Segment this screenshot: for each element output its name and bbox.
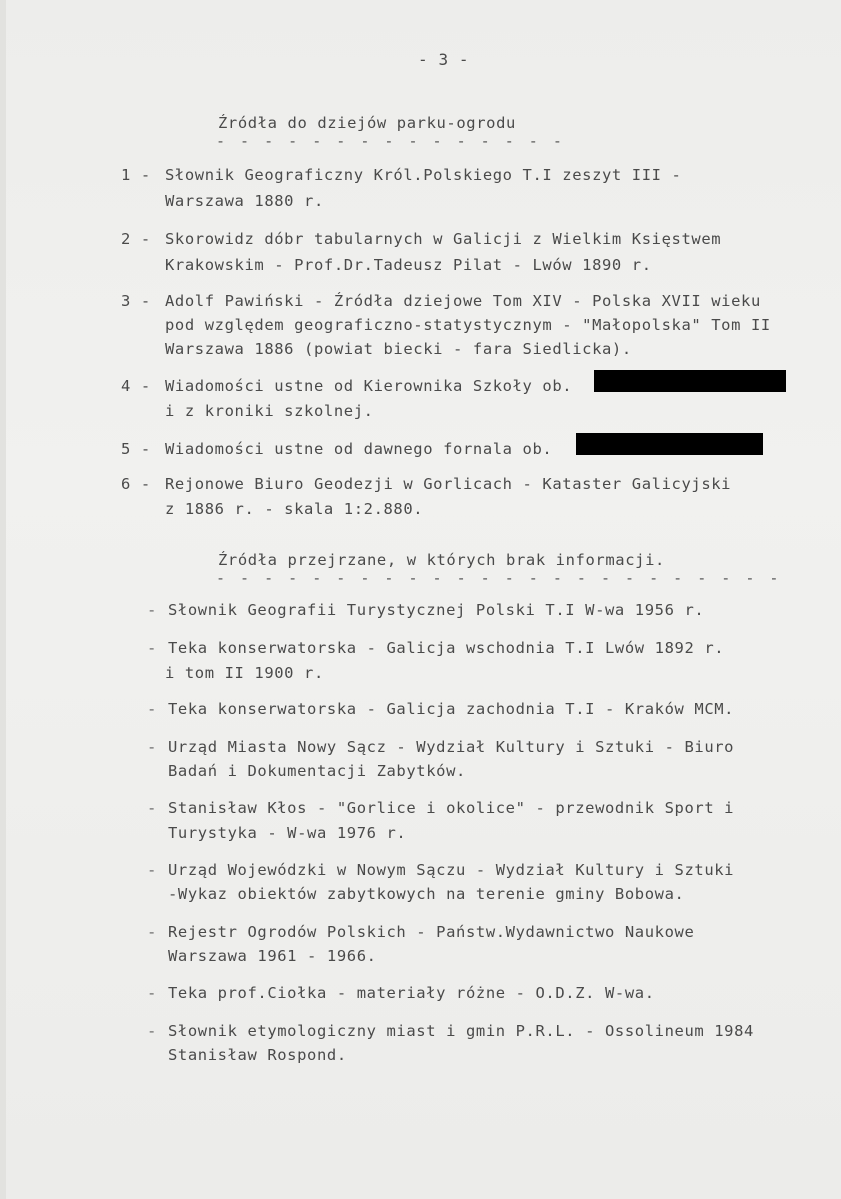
section1-underline: - - - - - - - - - - - - - - - [216, 132, 565, 150]
item-bullet: - [147, 639, 157, 657]
item-line: Teka prof.Ciołka - materiały różne - O.D.Z. W-wa. [168, 984, 655, 1002]
item-line: Urząd Miasta Nowy Sącz - Wydział Kultury i Sztuki - Biuro [168, 738, 735, 756]
item-line: Adolf Pawiński - Źródła dziejowe Tom XIV - Polska XVII wieku [165, 292, 761, 310]
item-line: Warszawa 1961 - 1966. [168, 947, 377, 965]
item-line: Warszawa 1880 r. [165, 192, 324, 210]
item-bullet: - [147, 1022, 157, 1040]
item-line: Krakowskim - Prof.Dr.Tadeusz Pilat - Lwów 1890 r. [165, 256, 652, 274]
item-number: 5 - [121, 440, 151, 458]
item-line: -Wykaz obiektów zabytkowych na terenie gminy Bobowa. [168, 885, 685, 903]
item-number: 1 - [121, 166, 151, 184]
item-number: 6 - [121, 475, 151, 493]
item-line: Wiadomości ustne od Kierownika Szkoły ob. [165, 377, 573, 395]
item-line: i z kroniki szkolnej. [165, 402, 374, 420]
item-line: Turystyka - W-wa 1976 r. [168, 824, 407, 842]
item-bullet: - [147, 861, 157, 879]
item-line: Urząd Wojewódzki w Nowym Sączu - Wydział Kultury i Sztuki [168, 861, 735, 879]
item-number: 3 - [121, 292, 151, 310]
section2-heading: Źródła przejrzane, w których brak informacji. [218, 551, 665, 569]
item-line: Skorowidz dóbr tabularnych w Galicji z Wielkim Księstwem [165, 230, 722, 248]
item-line: Słownik etymologiczny miast i gmin P.R.L. - Ossolineum 1984 [168, 1022, 754, 1040]
item-bullet: - [147, 799, 157, 817]
item-line: Teka konserwatorska - Galicja zachodnia T.I - Kraków MCM. [168, 700, 735, 718]
item-line: Stanisław Kłos - "Gorlice i okolice" - przewodnik Sport i [168, 799, 735, 817]
section1-heading: Źródła do dziejów parku-ogrodu [218, 114, 516, 132]
item-line: Słownik Geograficzny Król.Polskiego T.I zeszyt III - [165, 166, 682, 184]
item-number: 2 - [121, 230, 151, 248]
redaction-bar [576, 433, 763, 455]
item-bullet: - [147, 700, 157, 718]
item-bullet: - [147, 738, 157, 756]
item-number: 4 - [121, 377, 151, 395]
item-line: Badań i Dokumentacji Zabytków. [168, 762, 466, 780]
item-line: pod względem geograficzno-statystycznym - "Małopolska" Tom II [165, 316, 771, 334]
item-line: Rejonowe Biuro Geodezji w Gorlicach - Kataster Galicyjski [165, 475, 732, 493]
item-line: z 1886 r. - skala 1:2.880. [165, 500, 424, 518]
item-line: i tom II 1900 r. [165, 664, 324, 682]
page-number: - 3 - [418, 50, 470, 69]
item-line: Słownik Geografii Turystycznej Polski T.I W-wa 1956 r. [168, 601, 705, 619]
section2-underline: - - - - - - - - - - - - - - - - - - - - - - - - [216, 569, 782, 587]
item-bullet: - [147, 923, 157, 941]
item-line: Teka konserwatorska - Galicja wschodnia T.I Lwów 1892 r. [168, 639, 725, 657]
item-bullet: - [147, 601, 157, 619]
item-line: Wiadomości ustne od dawnego fornala ob. [165, 440, 553, 458]
item-line: Rejestr Ogrodów Polskich - Państw.Wydawnictwo Naukowe [168, 923, 695, 941]
item-line: Warszawa 1886 (powiat biecki - fara Siedlicka). [165, 340, 632, 358]
item-line: Stanisław Rospond. [168, 1046, 347, 1064]
item-bullet: - [147, 984, 157, 1002]
redaction-bar [594, 370, 786, 392]
